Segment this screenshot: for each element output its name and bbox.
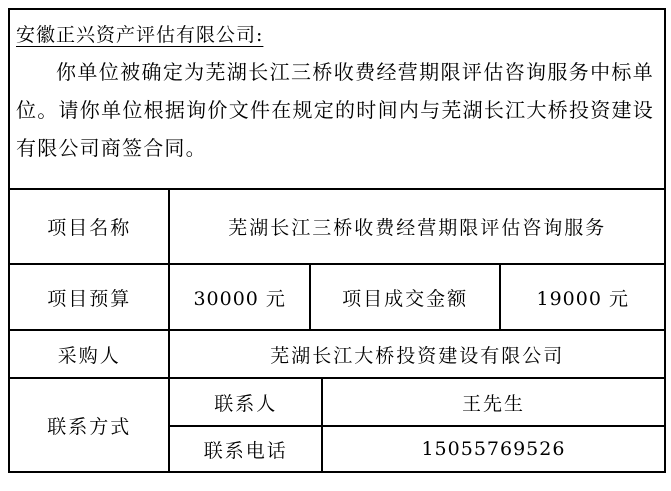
table-row — [9, 189, 665, 264]
budget-label: 项目预算 — [9, 264, 169, 330]
contact-section-label: 联系方式 — [9, 378, 169, 472]
deal-amount-value: 19000 元 — [500, 264, 665, 330]
project-name-value: 芜湖长江三桥收费经营期限评估咨询服务 — [169, 189, 665, 264]
purchaser-label: 采购人 — [9, 330, 169, 378]
deal-amount-label: 项目成交金额 — [310, 264, 501, 330]
recipient-name: 安徽正兴资产评估有限公司: — [16, 24, 264, 46]
contact-phone-value: 15055769526 — [322, 426, 665, 472]
purchaser-value: 芜湖长江大桥投资建设有限公司 — [169, 330, 665, 378]
table-row — [9, 378, 665, 426]
budget-value: 30000 元 — [169, 264, 309, 330]
notice-section — [8, 8, 666, 188]
contact-person-value: 王先生 — [322, 378, 665, 426]
table-row — [9, 264, 665, 330]
recipient-line — [16, 22, 654, 48]
document-frame — [8, 8, 666, 483]
project-name-label: 项目名称 — [9, 189, 169, 264]
table-row — [9, 330, 665, 378]
award-info-table — [8, 188, 666, 473]
contact-phone-label: 联系电话 — [169, 426, 321, 472]
notice-body-text: 你单位被确定为芜湖长江三桥收费经营期限评估咨询服务中标单位。请你单位根据询价文件在规定的时间内与芜湖长江大桥投资建设有限公司商签合同。 — [16, 60, 654, 160]
contact-person-label: 联系人 — [169, 378, 321, 426]
